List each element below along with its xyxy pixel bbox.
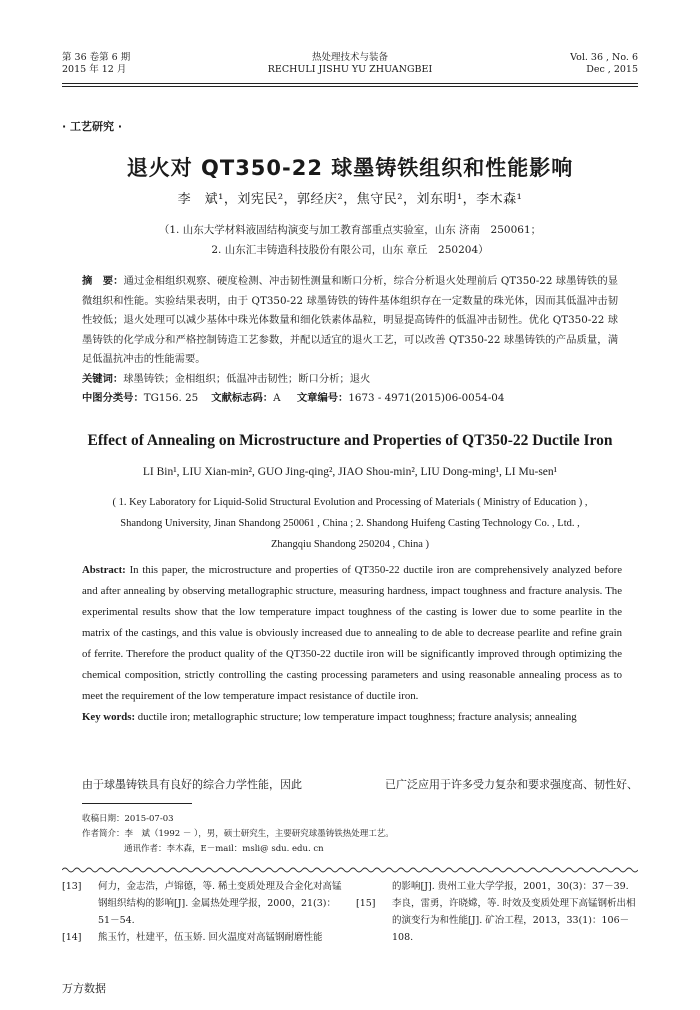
wavy-separator <box>62 866 638 874</box>
english-title: Effect of Annealing on Microstructure and Properties of QT350-22 Ductile Iron <box>87 432 613 449</box>
footnotes <box>82 812 622 857</box>
chinese-abstract <box>82 272 618 370</box>
body-text-left: 由于球墨铸铁具有良好的综合力学性能，因此 <box>82 778 302 791</box>
reference-item <box>62 929 344 946</box>
clc-value: TG156. 25 <box>143 392 199 404</box>
running-header <box>62 52 638 86</box>
header-journal-en: RECHULI JISHU YU ZHUANGBEI <box>267 64 433 75</box>
english-abstract <box>82 560 622 707</box>
reference-item <box>62 878 344 929</box>
chinese-affiliations <box>62 220 638 260</box>
corresponding-author: 通讯作者：李木森，E－mail：msli@ sdu. edu. cn <box>124 844 324 854</box>
chinese-title: 退火对 QT350-22 球墨铸铁组织和性能影响 <box>126 156 574 180</box>
english-keywords <box>82 707 622 728</box>
reference-number: [15] <box>356 898 376 909</box>
references-right-column <box>356 878 638 946</box>
chinese-affiliation-2: 2. 山东汇丰铸造科技股份有限公司，山东 章丘 250204） <box>211 244 489 256</box>
reference-number <box>356 878 392 895</box>
header-date: 2015 年 12 月 <box>62 64 127 75</box>
reference-text: 的影响[J]. 贵州工业大学学报，2001，30(3)：37－39. <box>392 881 629 892</box>
header-volume: 第 36 卷第 6 期 <box>62 52 131 63</box>
chinese-keywords-text: 球墨铸铁；金相组织；低温冲击韧性；断口分析；退火 <box>123 372 371 385</box>
watermark: 万方数据 <box>62 982 106 995</box>
header-center <box>62 52 638 76</box>
english-affiliation-3: Zhangqiu Shandong 250204 , China ) <box>270 539 430 550</box>
article-number-label: 文章编号： <box>296 392 349 404</box>
reference-text: 何力，金志浩，卢锦德，等. 稀土变质处理及合金化对高锰钢组织结构的影响[J]. 金属热处理学报，2000，21(3)：51－54. <box>98 881 342 926</box>
chinese-abstract-text: 通过金相组织观察、硬度检测、冲击韧性测量和断口分析，综合分析退火处理前后 QT350-22 球墨铸铁的显微组织和性能。实验结果表明，由于 QT350-22 球墨铸铁的铸件基体组织存在一定数量的珠光体，因而其低温冲击韧性较低；退火处理可以减少基体中珠光体数量和细化铁素体晶粒，明显提高铸件的低温冲击韧性。优化 QT350-22 球墨铸铁的化学成分和严格控制铸造工艺参数，并配以适宜的退火工艺，可以改善 QT350-22 球墨铸铁的产品质量，满足低温抗冲击的性能需要。 <box>82 275 619 365</box>
reference-number: [13] <box>62 881 82 892</box>
body-text-line <box>82 776 638 792</box>
doc-code-value: A <box>273 392 281 404</box>
wavy-separator-path <box>62 868 638 872</box>
reference-item <box>356 895 638 946</box>
chinese-authors: 李 斌¹，刘宪民²，郭经庆²，焦守民²，刘东明¹，李木森¹ <box>177 192 523 207</box>
english-affiliation-2: Shandong University, Jinan Shandong 250061 , China ; 2. Shandong Huifeng Casting Technology Co. , Ltd. , <box>120 518 580 529</box>
reference-text: 李良，雷勇，许晓嫦，等. 时效及变质处理下高锰钢析出相的演变行为和性能[J]. 矿冶工程，2013，33(1)：106－108. <box>392 898 636 943</box>
header-volume-en: Vol. 36 , No. 6 <box>570 52 638 63</box>
header-right <box>570 52 638 76</box>
header-date-en: Dec , 2015 <box>586 64 638 75</box>
english-abstract-text: In this paper, the microstructure and properties of QT350-22 ductile iron are comprehensively analyzed before and after annealing by observing metallographic structure, measuring hardness, impact toughness and fracture analysis. The experimental results show that the low temperature impact toughness of the casting is lower due to some pearlite in the matrix of the castings, and this value is obviously increased due to annealing to de able to decrease pearlite and refine grain of ferrite. Therefore the product quality of the QT350-22 ductile iron will be significantly improved through optimizing the chemical composition, strictly controlling the casting processing parameters and using reasonable annealing process as to meet the requirement of the low temperature impact resistance of ductile iron. <box>82 564 622 702</box>
chinese-affiliation-1: （1. 山东大学材料液固结构演变与加工教育部重点实验室，山东 济南 250061； <box>158 224 542 236</box>
doc-code-label: 文献标志码： <box>211 392 274 404</box>
body-text-right: 已广泛应用于许多受力复杂和要求强度高、韧性好、 <box>385 778 638 791</box>
reference-number: [14] <box>62 932 82 943</box>
chinese-abstract-block <box>82 272 618 409</box>
section-label: · 工艺研究 · <box>62 120 123 133</box>
clc-label: 中图分类号： <box>82 392 144 404</box>
received-date: 收稿日期：2015-07-03 <box>82 814 174 824</box>
header-rule-thin <box>62 86 638 87</box>
chinese-keywords <box>82 370 618 390</box>
header-rule-thick <box>62 83 638 84</box>
english-affiliations <box>62 492 638 555</box>
reference-text: 熊玉竹，杜建平，伍玉娇. 回火温度对高锰钢耐磨性能 <box>98 932 323 943</box>
header-journal-cn: 热处理技术与装备 <box>311 52 388 63</box>
reference-item <box>356 878 638 895</box>
english-authors: LI Bin¹, LIU Xian-min², GUO Jing-qing², JIAO Shou-min², LIU Dong-ming¹, LI Mu-sen¹ <box>142 466 558 478</box>
english-abstract-label: Abstract: <box>82 564 126 576</box>
footnote-rule <box>82 803 192 804</box>
english-abstract-block <box>82 560 622 728</box>
chinese-abstract-label: 摘 要： <box>82 275 124 287</box>
article-number-value: 1673 - 4971(2015)06-0054-04 <box>348 392 505 404</box>
references-left-column <box>62 878 344 946</box>
author-bio: 作者简介：李 斌（1992 － ），男，硕士研究生，主要研究球墨铸铁热处理工艺。 <box>82 829 394 839</box>
english-affiliation-1: ( 1. Key Laboratory for Liquid-Solid Structural Evolution and Processing of Materials ( Ministry of Education ) , <box>112 497 588 508</box>
classification-line <box>82 389 618 409</box>
english-keywords-text: ductile iron; metallographic structure; low temperature impact toughness; fracture analysis; annealing <box>137 711 577 723</box>
english-keywords-label: Key words: <box>82 711 136 723</box>
chinese-keywords-label: 关键词： <box>82 372 124 385</box>
